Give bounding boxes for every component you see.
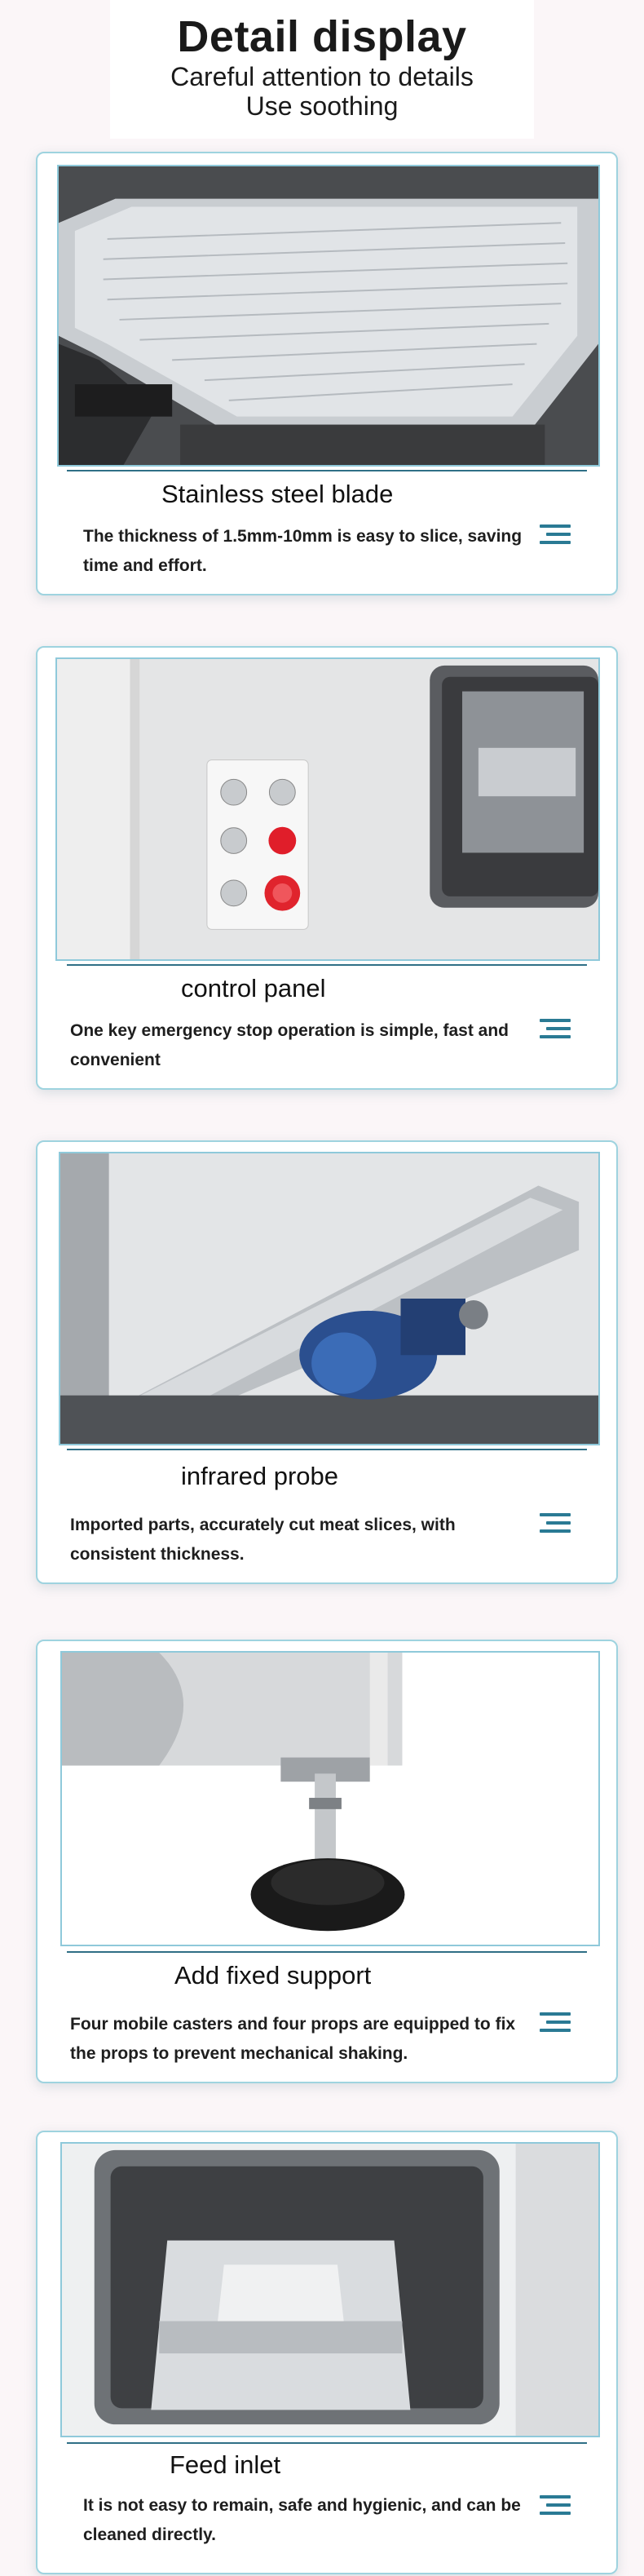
- card-title: infrared probe: [181, 1462, 339, 1490]
- divider-rule: [67, 964, 587, 966]
- detail-card-feed-inlet: [36, 2131, 618, 2574]
- divider-rule: [67, 1449, 587, 1450]
- card-title: Feed inlet: [170, 2450, 281, 2479]
- feed-inlet-photo: [60, 2142, 600, 2437]
- page-title: Detail display: [177, 12, 467, 61]
- blade-photo: [57, 165, 600, 467]
- card-title: control panel: [181, 974, 326, 1003]
- detail-card-control-panel: [36, 646, 618, 1090]
- card-description: Imported parts, accurately cut meat slices, with consistent thickness.: [70, 1516, 456, 1564]
- card-description: It is not easy to remain, safe and hygienic, and can be cleaned directly.: [83, 2496, 521, 2544]
- divider-rule: [67, 2442, 587, 2444]
- menu-icon[interactable]: [540, 1513, 571, 1534]
- blade-illustration: [59, 166, 598, 465]
- page-subtitle-line-1: Careful attention to details: [170, 62, 474, 91]
- menu-icon[interactable]: [540, 2012, 571, 2034]
- feed-inlet-illustration: [62, 2144, 598, 2436]
- fixed-support-illustration: [62, 1653, 598, 1945]
- control-panel-illustration: [57, 659, 598, 959]
- page-subtitle-line-2: Use soothing: [245, 91, 399, 121]
- control-panel-photo: [55, 657, 600, 961]
- card-title: Add fixed support: [174, 1961, 372, 1990]
- detail-card-infrared-probe: [36, 1140, 618, 1584]
- infrared-probe-photo: [59, 1152, 600, 1445]
- page-header: [110, 0, 534, 139]
- card-description: One key emergency stop operation is simple, fast and convenient: [70, 1021, 509, 1069]
- card-description: Four mobile casters and four props are equipped to fix the props to prevent mechanical shaking.: [70, 2015, 516, 2063]
- infrared-probe-illustration: [60, 1153, 598, 1444]
- divider-rule: [67, 1951, 587, 1953]
- detail-card-blade: [36, 152, 618, 595]
- menu-icon[interactable]: [540, 524, 571, 546]
- menu-icon[interactable]: [540, 1019, 571, 1040]
- card-description: The thickness of 1.5mm-10mm is easy to slice, saving time and effort.: [83, 527, 523, 575]
- detail-card-fixed-support: [36, 1640, 618, 2083]
- fixed-support-photo: [60, 1651, 600, 1946]
- divider-rule: [67, 470, 587, 471]
- card-title: Stainless steel blade: [161, 480, 394, 508]
- menu-icon[interactable]: [540, 2495, 571, 2516]
